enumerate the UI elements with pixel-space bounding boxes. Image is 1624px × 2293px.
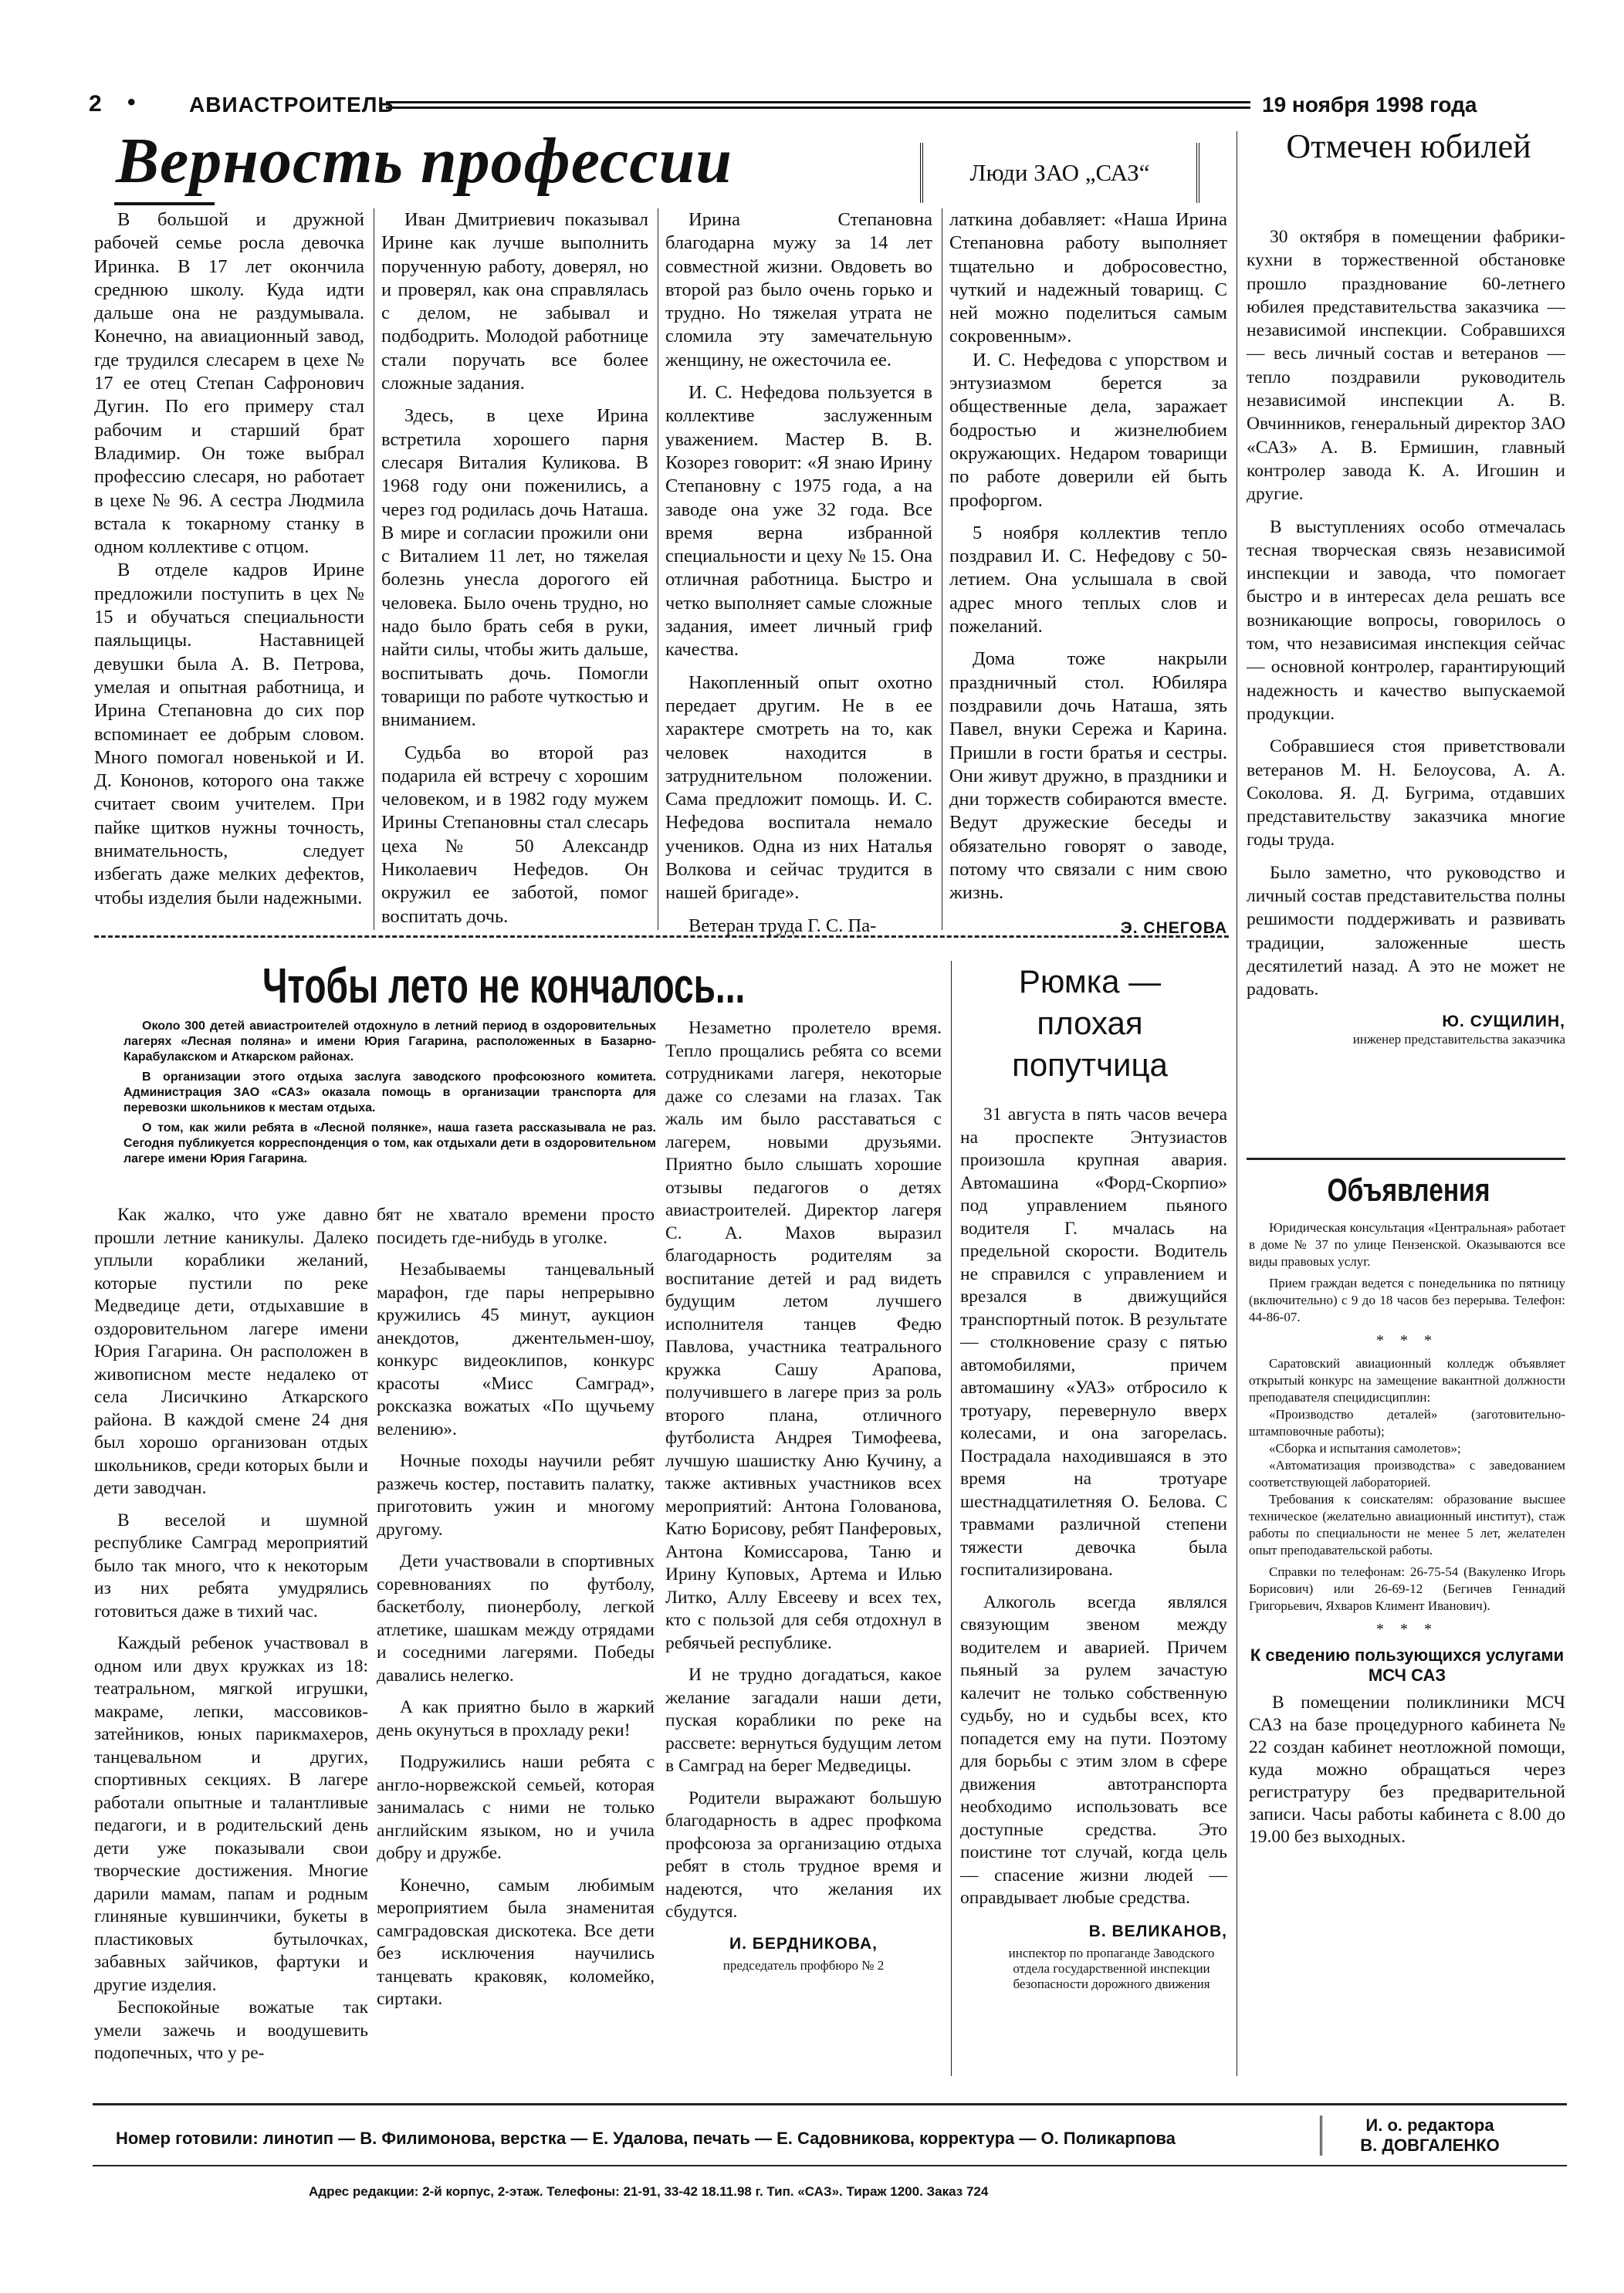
paragraph: Беспокойные вожатые так умели зажечь и воодушевить подопечных, что у ре- xyxy=(94,1997,368,2063)
anniversary-article xyxy=(1247,225,1565,1048)
main-article-column-4 xyxy=(949,208,1227,938)
ad-paragraph: Юридическая консультация «Центральная» работает в доме № 37 по улице Пензенской. Оказываются все виды правовых услуг. xyxy=(1249,1220,1565,1269)
paragraph: В выступлениях особо отмечалась тесная творческая связь независимой инспекции и завода, что помогает быстро и в интересах дела решать все возникающие вопросы, говорилось о том, что независимая инспекция сейчас — основной контролер, гарантирующий надежность и качество выпускаемой продукции. xyxy=(1247,516,1565,724)
paragraph: Судьба во второй раз подарила ей встречу с хорошим человеком, и в 1982 году мужем Ирины Степановны стал слесарь цеха № 50 Александр Николаевич Нефедов. Он окружил ее заботой, помог воспитать дочь. xyxy=(381,742,648,927)
paragraph: Здесь, в цехе Ирина встретила хорошего парня слесаря Виталия Куликова. В 1968 году они поженились, а через год родилась дочь Наташа. В мире и согласии прожили они с Виталием 11 лет, но тяжелая болезнь унесла дорогого ей человека. Было очень трудно, но надо было брать себя в руки, найти силы, чтобы жить дальше, воспитывать дочь. Помогли товарищи по работе чуткостью и вниманием. xyxy=(381,405,648,731)
author-signature: И. БЕРДНИКОВА, xyxy=(729,1934,878,1953)
paragraph: Накопленный опыт охотно передает другим. Не в ее характере смотреть на то, как человек находится в затруднительном положении. Сама предложит помощь. И. С. Нефедова воспитала немало учеников. Одна из них Наталья Волкова и сейчас трудится в нашей бригаде». xyxy=(665,671,932,904)
paragraph: Подружились наши ребята с англо-норвежской семьей, которая занималась с ними не только английским языком, но и учила добру и дружбе. xyxy=(377,1752,655,1863)
main-article-column-3 xyxy=(665,208,932,938)
paragraph: Ирина Степановна благодарна мужу за 14 лет совместной жизни. Овдоветь во второй раз было очень горько и трудно. Но тяжелая утрата не сломила эту замечательную женщину, не ожесточила ее. xyxy=(665,209,932,370)
paragraph: Незаметно пролетело время. Тепло прощались ребята со всеми сотрудниками лагеря, некоторые даже со слезами на глазах. Так жаль им было расставаться с лагерем, новыми друзьями. Приятно было слышать хорошие отзывы педагогов о детях авиастроителей. Директор лагеря С. А. Махов выразил благодарность родителям за воспитание детей и рад видеть будущим летом лучшего исполнителя танцев Федю Павлова, участника театрального кружка Сашу Арапова, получившего в лагере приз за роль второго плана, отличного футболиста Андрея Тимофеева, лучшую шашистку Аню Кучину, а также активных участников всех мероприятий: Антона Голованова, Катю Борисову, ребят Панферовых, Антона Комиссарова, Таню и Ирину Куповых, Артема и Илью Литко, Аллу Евсееву и всех тех, кто с пользой для себя отдохнул в ребячьей республике. xyxy=(665,1018,942,1653)
paragraph: И не трудно догадаться, какое желание загадали наши дети, пуская кораблики по реке на рассвете: вернуться будущим летом в Самград на берег Медведицы. xyxy=(665,1665,942,1776)
page-number: 2 xyxy=(89,91,102,117)
paragraph: Было заметно, что руководство и личный состав представительства полны решимости поддерживать и развивать традиции, заложенные шесть десятилетий назад. А это не может не радовать. xyxy=(1247,862,1565,1000)
ad-paragraph: Требования к соискателям: образование высшее техническое (желательно авиационный институт), стаж работы по специальности не менее 5 лет, желателен опыт преподавательской работы. xyxy=(1249,1492,1565,1557)
headline-anniversary: Отмечен юбилей xyxy=(1286,127,1531,165)
paragraph: Незабываемы танцевальный марафон, где пары непрерывно кружились 45 минут, аукцион анекдотов, джентельмен-шоу, конкурс видеоклипов, конкурс красоты «Мисс Самград», рокcказка вожатых «По щучьему велению». xyxy=(377,1260,655,1439)
headline-main-article: Верность профессии xyxy=(116,125,732,197)
ad-paragraph: Справки по телефонам: 26-75-54 (Вакуленко Игорь Борисович) или 26-69-12 (Бегичев Геннадий Григорьевич, Яхваров Климент Иванович). xyxy=(1249,1564,1565,1613)
paragraph: Каждый ребенок участвовал в одном или двух кружках из 18: театральном, мягкой игрушки, макраме, лепки, массовиков-затейников, юных парикмахеров, танцевальном и других, спортивных секциях. В лагере работали опытные и талантливые педагоги, и в родительский день дети уже показывали свои творческие достижения. Многие дарили мамам, папам и родным глиняные кувшинчики, букеты в пластиковых бутылочках, забавных зайчиков, фартуки и другие изделия. xyxy=(94,1633,368,1995)
editor-box xyxy=(1320,2115,1528,2156)
section-separator xyxy=(94,935,1229,938)
announcements-block xyxy=(1249,1219,1565,1848)
paragraph: 30 октября в помещении фабрики-кухни в торжественной обстановке прошло празднование 60-летнего юбилея представительства заказчика — независимой инспекции. Собравшихся — весь личный состав и ветеранов — тепло поздравили руководитель независимой инспекции А. В. Овчинников, генеральный директор ЗАО «САЗ» А. В. Ермишин, главный контролер завода К. А. Игошин и другие. xyxy=(1247,227,1565,505)
ad-separator: * * * xyxy=(1376,1332,1438,1349)
footer-rule xyxy=(93,2165,1567,2166)
paragraph: латкина добавляет: «Наша Ирина Степановна работу выполняет тщательно и добросовестно, чуткий и надежный товарищ. С ней можно поделиться самым сокровенным». xyxy=(949,209,1227,347)
lead-paragraph: Около 300 детей авиастроителей отдохнуло в летний период в оздоровительных лагерях «Лесная поляна» и имени Юрия Гагарина, расположенных в Базарно-Карабулакском и Аткарском районах. xyxy=(123,1020,656,1064)
lead-paragraph: О том, как жили ребята в «Лесной полянке», наша газета рассказывала не раз. Сегодня публикуется корреспонденция о том, как отдыхали дети в оздоровительном лагере имени Юрия Гагарина. xyxy=(123,1121,656,1165)
paragraph: бят не хватало времени просто посидеть где-нибудь в уголке. xyxy=(377,1205,655,1248)
author-signature: В. ВЕЛИКАНОВ, xyxy=(1088,1922,1227,1940)
paragraph: И. С. Нефедова пользуется в коллективе заслуженным уважением. Мастер В. В. Козорез говорит: «Я знаю Ирину Степановну с 1975 года, а на заводе она уже 32 года. Все время верна избранной специальности и цеху № 15. Она отличная работница. Быстро и четко выполняет самые сложные задания, имеет личный гриф качества. xyxy=(665,382,932,661)
ad-list-item: «Сборка и испытания самолетов»; xyxy=(1269,1441,1461,1456)
author-role: председатель профбюро № 2 xyxy=(722,1957,885,1973)
author-role: инженер представительства заказчика xyxy=(1352,1031,1565,1047)
paragraph: Конечно, самым любимым мероприятием была знаменитая самградовская дискотека. Все дети без исключения научились танцевать краковяк, коломейко, сиртаки. xyxy=(377,1875,655,2009)
paragraph: В большой и дружной рабочей семье росла девочка Иринка. В 17 лет окончила среднюю школу. Куда идти дальше она не раздумывала. Конечно, на авиационный завод, где трудился слесарем в цехе № 17 ее отец Степан Сафронович Дугин. По его примеру стал рабочим и старший брат Владимир. Он тоже выбрал профессию слесаря, но работает в цехе № 96. А сестра Людмила встала к токарному станку в одном коллективе с отцом. xyxy=(94,209,364,558)
editor-role: И. о. редактора xyxy=(1365,2115,1494,2135)
newspaper-name: АВИАСТРОИТЕЛЬ xyxy=(189,93,394,117)
author-role: инспектор по пропаганде Заводского отдела государственной инспекции безопасности дорожного движения xyxy=(1008,1945,1215,1991)
ad-separator: * * * xyxy=(1376,1621,1438,1638)
author-signature: Ю. СУЩИЛИН, xyxy=(1442,1012,1565,1030)
lead-paragraph: В организации этого отдыха заслуга заводского профсоюзного комитета. Администрация ЗАО «САЗ» оказала помощь в организации транспорта для перевозки школьников к местам отдыха. xyxy=(123,1070,656,1114)
drunk-driving-article xyxy=(960,1104,1227,1992)
headline-drunk-driving: Рюмка — плохая попутчица xyxy=(1012,963,1168,1083)
section-separator xyxy=(1247,1158,1565,1160)
issue-date: 19 ноября 1998 года xyxy=(1262,93,1477,117)
summer-article-column-3 xyxy=(665,1017,942,1973)
paragraph: Ночные походы научили ребят разжечь костер, поставить палатку, приготовить ужин и многому другому. xyxy=(377,1451,655,1540)
article-lead xyxy=(123,1019,656,1167)
paragraph: Как жалко, что уже давно прошли летние каникулы. Далеко уплыли кораблики желаний, которые пустили по реке Медведице дети, отдыхавшие в оздоровительном лагере имени Юрия Гагарина. Он расположен в живописном месте недалеко от села Лисичкино Аткарского района. В каждой смене 24 дня был хорошо организован отдых школьников, среди которых были и дети заводчан. xyxy=(94,1205,368,1498)
rubric-box: Люди ЗАО „САЗ“ xyxy=(920,143,1199,203)
paragraph: В веселой и шумной республике Самград мероприятий было так много, что к некоторым из них ребята умудрялись готовиться даже в тихий час. xyxy=(94,1510,368,1622)
ad-subheading: К сведению пользующихся услугами МСЧ САЗ xyxy=(1250,1645,1565,1685)
footer-rule xyxy=(93,2103,1567,2105)
header-rule xyxy=(386,101,1250,109)
paragraph: Иван Дмитриевич показывал Ирине как лучше выполнить порученную работу, доверял, но и проверял, как она справлялась с делом, не забывал и подбодрить. Молодой работнице стали поручать все более сложные задания. xyxy=(381,209,648,394)
summer-article-column-2 xyxy=(377,1204,655,2011)
ad-paragraph: Саратовский авиационный колледж объявляет открытый конкурс на замещение вакантной должности преподавателя специдисциплин: xyxy=(1249,1356,1565,1405)
paragraph: Дома тоже накрыли праздничный стол. Юбиляра поздравили дочь Наташа, зять Павел, внуки Сережа и Карина. Пришли в гости братья и сестры. Они живут дружно, в праздники и дни торжеств собираются вместе. Ведут дружеские беседы и обязательно говорят о заводе, потому что связали с ним свою жизнь. xyxy=(949,648,1227,904)
column-divider xyxy=(951,961,952,2076)
main-article-column-1 xyxy=(94,208,364,910)
editorial-address: Адрес редакции: 2-й корпус, 2-этаж. Телефоны: 21-91, 33-42 18.11.98 г. Тип. «САЗ». Тираж 1200. Заказ 724 xyxy=(309,2184,989,2199)
headline-announcements: Объявления xyxy=(1327,1172,1490,1208)
paragraph: Собравшиеся стоя приветствовали ветеранов М. Н. Белоусова, А. А. Соколова. Я. Д. Бугрима, отдавших представительству заказчика многие годы труда. xyxy=(1247,736,1565,851)
paragraph: А как приятно было в жаркий день окунуться в прохладу реки! xyxy=(377,1697,655,1740)
paragraph: Алкоголь всегда являлся связующим звеном между водителем и аварией. Причем пьяный за рулем зачастую калечит не только собственную судьбу, но и судьбы всех, кто попадется ему на пути. Поэтому для борьбы с этим злом в сфере движения автотранспорта необходимо использовать все доступные средства. Это поистине тот случай, когда цель — спасение жизни людей — оправдывает любые средства. xyxy=(960,1591,1227,1908)
editor-name: В. ДОВГАЛЕНКО xyxy=(1360,2136,1500,2155)
header-separator: • xyxy=(127,90,136,115)
paragraph: Ветеран труда Г. С. Па- xyxy=(689,915,877,936)
paragraph: Родители выражают большую благодарность в адрес профкома профсоюза за организацию отдыха ребят в столь трудное время и надеются, что желания их сбудутся. xyxy=(665,1787,942,1922)
paragraph: 5 ноября коллектив тепло поздравил И. С. Нефедову с 50-летием. Она услышала в свой адрес много теплых слов и пожеланий. xyxy=(949,522,1227,638)
paragraph: И. С. Нефедова с упорством и энтузиазмом берется за общественные дела, заражает бодростью и жизнелюбием окружающих. Недаром товарищи по работе доверили ей быть профоргом. xyxy=(949,349,1227,511)
main-article-column-2 xyxy=(381,208,648,928)
paragraph: В отделе кадров Ирине предложили поступить в цех № 15 и обучаться специальности паяльщицы. Наставницей девушки была А. В. Петрова, умелая и опытная работница, и Ирина Степановна до сих пор вспоминает ее добрым словом. Много помогал новенькой и И. Д. Кононов, которого она также считает своим учителем. При пайке щитков нужны точность, внимательность, следует избегать даже мелких дефектов, чтобы изделия были надежными. xyxy=(94,560,364,908)
paragraph: Дети участвовали в спортивных соревнованиях по футболу, баскетболу, пионерболу, легкой атлетике, шашкам между отрядами и соседними лагерями. Победы давались нелегко. xyxy=(377,1551,655,1686)
ad-paragraph: Прием граждан ведется с понедельника по пятницу (включительно) с 9 до 18 часов без перерыва. Телефон: 44-86-07. xyxy=(1249,1276,1565,1324)
issue-credits: Номер готовили: линотип — В. Филимонова, верстка — Е. Удалова, печать — Е. Садовникова, корректура — О. Поликарпова xyxy=(116,2129,1176,2148)
paragraph: 31 августа в пять часов вечера на проспекте Энтузиастов произошла крупная авария. Автомашина «Форд-Скорпио» под управлением пьяного водителя Г. мчалась на предельной скорости. Водитель не справился с управлением и врезался в движущийся транспортный поток. В результате — столкновение сразу с пятью автомобилями, причем автомашину «УАЗ» отбросило к тротуару, перевернуло вверх колесами, и она загорелась. Пострадала находившаяся в это время на тротуаре шестнадцатилетняя О. Белова. С травмами различной степени тяжести девочка была госпитализирована. xyxy=(960,1104,1227,1580)
ad-list-item: «Производство деталей» (заготовительно-штамповочные работы); xyxy=(1249,1407,1565,1439)
ad-paragraph: В помещении поликлиники МСЧ САЗ на базе процедурного кабинета № 22 создан кабинет неотложной помощи, куда можно обращаться через регистратуру без предварительной записи. Часы работы кабинета с 8.00 до 19.00 без выходных. xyxy=(1249,1693,1565,1847)
headline-summer-article: Чтобы лето не кончалось... xyxy=(262,958,746,1013)
author-signature: Э. СНЕГОВА xyxy=(1120,918,1227,937)
summer-article-column-1 xyxy=(94,1204,368,2065)
headline-underline xyxy=(114,202,215,205)
ad-list-item: «Автоматизация производства» с заведованием соответствующей лабораторией. xyxy=(1249,1458,1565,1490)
